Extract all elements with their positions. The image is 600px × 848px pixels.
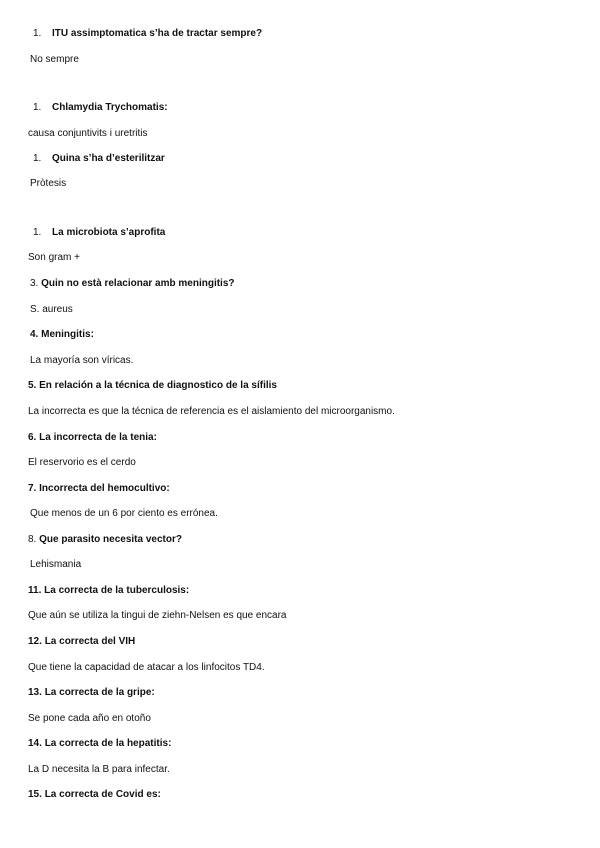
question-text: ITU assimptomatica s’ha de tractar sempre?: [52, 28, 263, 39]
question-text: La correcta de la gripe:: [44, 687, 155, 698]
question-text: Quina s’ha d’esterilitzar: [52, 153, 165, 164]
question-9: [28, 482, 170, 495]
question-4: [33, 226, 165, 239]
answer-11: Que aún se utiliza la tingui de ziehn-Nelsen es que encara: [28, 610, 287, 621]
question-6: [30, 328, 94, 341]
question-text: En relación a la técnica de diagnostico de la sífilis: [39, 380, 277, 391]
question-number: 11.: [28, 585, 42, 596]
answer-2: causa conjuntivits i uretritis: [28, 128, 148, 139]
question-number: 13.: [28, 687, 42, 698]
question-2: [33, 101, 168, 114]
question-number: 4.: [30, 329, 39, 340]
question-12: [28, 635, 135, 648]
answer-7: La incorrecta es que la técnica de referencia es el aislamiento del microorganismo.: [28, 406, 395, 417]
question-8: [28, 431, 157, 444]
question-number: 1.: [33, 28, 42, 39]
question-number: 6.: [28, 432, 37, 443]
question-text: La microbiota s’aprofita: [52, 227, 166, 238]
question-text: Quin no està relacionar amb meningitis?: [41, 278, 235, 289]
question-1: [33, 27, 262, 40]
question-number: 1.: [33, 153, 42, 164]
answer-9: Que menos de un 6 por ciento es errónea.: [30, 508, 218, 519]
answer-10: Lehismania: [30, 559, 82, 570]
answer-8: El reservorio es el cerdo: [28, 457, 136, 468]
question-3: [33, 152, 165, 165]
question-11: [28, 584, 189, 597]
answer-4: Son gram +: [28, 252, 80, 263]
question-number: 3.: [30, 278, 39, 289]
question-10: [28, 533, 182, 546]
question-number: 1.: [33, 227, 42, 238]
question-text: Chlamydia Trychomatis:: [52, 102, 168, 113]
question-number: 7.: [28, 483, 37, 494]
question-5: [30, 277, 235, 290]
question-text: La incorrecta de la tenia:: [39, 432, 157, 443]
question-13: [28, 686, 155, 699]
answer-6: La mayoría son víricas.: [30, 355, 134, 366]
question-7: [28, 379, 277, 392]
question-text: La correcta de Covid es:: [44, 789, 161, 800]
answer-13: Se pone cada año en otoño: [28, 713, 151, 724]
question-number: 8.: [28, 534, 37, 545]
question-text: Meningitis:: [41, 329, 94, 340]
question-number: 12.: [28, 636, 42, 647]
question-14: [28, 737, 171, 750]
question-text: Incorrecta del hemocultivo:: [39, 483, 170, 494]
question-number: 15.: [28, 789, 42, 800]
answer-3: Pròtesis: [30, 178, 67, 189]
answer-14: La D necesita la B para infectar.: [28, 764, 170, 775]
question-number: 5.: [28, 380, 37, 391]
question-15: [28, 788, 161, 801]
answer-5: S. aureus: [30, 304, 73, 315]
question-number: 1.: [33, 102, 42, 113]
answer-1: No sempre: [30, 54, 79, 65]
question-text: La correcta de la hepatitis:: [44, 738, 172, 749]
question-number: 14.: [28, 738, 42, 749]
question-text: La correcta del VIH: [44, 636, 136, 647]
question-text: Que parasito necesita vector?: [39, 534, 182, 545]
question-text: La correcta de la tuberculosis:: [44, 585, 190, 596]
answer-12: Que tiene la capacidad de atacar a los linfocitos TD4.: [28, 662, 265, 673]
